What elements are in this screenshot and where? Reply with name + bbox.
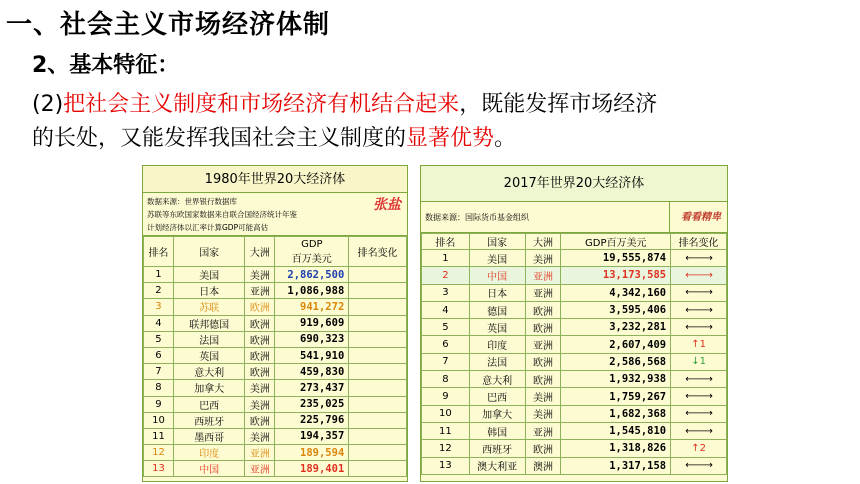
table-row [144, 364, 407, 380]
cell-continent: 亚洲 [245, 461, 275, 477]
col-header-country: 国家 [469, 234, 525, 250]
table-row [144, 331, 407, 347]
cell-rank: 13 [422, 457, 470, 474]
paragraph-highlight-2: 显著优势 [406, 126, 495, 151]
table-row [422, 388, 727, 405]
cell-continent: 美洲 [525, 250, 561, 267]
cell-country: 巴西 [173, 396, 245, 412]
cell-rank: 12 [144, 445, 174, 461]
paragraph-text-1: ，既能发挥市场经济 [459, 92, 658, 117]
cell-rank: 8 [144, 380, 174, 396]
cell-change [349, 364, 407, 380]
author-stamp: 张盐 [373, 197, 401, 213]
table-1980-body [144, 267, 407, 477]
paragraph-prefix: (2) [32, 92, 64, 117]
table-header-row [422, 234, 727, 250]
cell-continent: 亚洲 [245, 283, 275, 299]
cell-rank: 5 [422, 319, 470, 336]
cell-continent: 欧洲 [525, 440, 561, 457]
cell-rank: 11 [422, 422, 470, 439]
table-row [144, 283, 407, 299]
cell-change: ↑2 [671, 440, 727, 457]
cell-country: 联邦德国 [173, 315, 245, 331]
feature-paragraph-line-1 [32, 88, 860, 122]
cell-country: 中国 [173, 461, 245, 477]
table-row [144, 412, 407, 428]
cell-country: 意大利 [173, 364, 245, 380]
cell-change: ⟵⟶ [671, 457, 727, 474]
cell-change: ↑1 [671, 336, 727, 353]
cell-rank: 9 [422, 388, 470, 405]
table-row [422, 353, 727, 370]
cell-rank: 9 [144, 396, 174, 412]
cell-gdp: 273,437 [275, 380, 349, 396]
cell-continent: 亚洲 [525, 267, 561, 284]
table-row [422, 440, 727, 457]
cell-gdp: 2,607,409 [561, 336, 671, 353]
source-line: 计划经济体以汇率计算GDP可能高估 [147, 223, 269, 232]
cell-rank: 10 [144, 412, 174, 428]
cell-country: 美国 [469, 250, 525, 267]
cell-continent: 亚洲 [525, 336, 561, 353]
cell-rank: 10 [422, 405, 470, 422]
col-header-change: 排名变化 [671, 234, 727, 250]
cell-country: 西班牙 [469, 440, 525, 457]
col-header-country: 国家 [173, 237, 245, 267]
cell-change [349, 331, 407, 347]
cell-change [349, 461, 407, 477]
table-row [144, 396, 407, 412]
cell-country: 英国 [469, 319, 525, 336]
source-line: 数据来源：国际货币基金组织 [425, 213, 529, 222]
cell-change: ⟵⟶ [671, 371, 727, 388]
gdp-header-line2: 百万美元 [291, 253, 332, 265]
cell-continent: 欧洲 [245, 331, 275, 347]
cell-continent: 欧洲 [245, 315, 275, 331]
cell-change [349, 267, 407, 283]
cell-change [349, 380, 407, 396]
table-row [422, 267, 727, 284]
cell-country: 印度 [173, 445, 245, 461]
page-title: 一、社会主义市场经济体制 [6, 10, 331, 40]
cell-country: 墨西哥 [173, 428, 245, 444]
cell-country: 英国 [173, 347, 245, 363]
cell-rank: 4 [144, 315, 174, 331]
cell-gdp: 2,862,500 [275, 267, 349, 283]
cell-continent: 美洲 [245, 428, 275, 444]
cell-gdp: 1,682,368 [561, 405, 671, 422]
cell-gdp: 1,932,938 [561, 371, 671, 388]
cell-rank: 2 [144, 283, 174, 299]
table-row [144, 428, 407, 444]
cell-gdp: 1,317,158 [561, 457, 671, 474]
table-row [144, 347, 407, 363]
cell-gdp: 189,594 [275, 445, 349, 461]
cell-continent: 美洲 [245, 380, 275, 396]
cell-continent: 欧洲 [245, 299, 275, 315]
cell-change: ⟵⟶ [671, 250, 727, 267]
cell-gdp: 690,323 [275, 331, 349, 347]
col-header-rank: 排名 [422, 234, 470, 250]
table-row [422, 250, 727, 267]
cell-change: ⟵⟶ [671, 267, 727, 284]
cell-country: 日本 [173, 283, 245, 299]
table-header-row [144, 237, 407, 267]
table-row [422, 301, 727, 318]
cell-gdp: 189,401 [275, 461, 349, 477]
cell-country: 法国 [173, 331, 245, 347]
table-2017-source [421, 202, 727, 233]
gdp-header-line1: GDP [301, 238, 323, 250]
cell-change: ⟵⟶ [671, 319, 727, 336]
cell-gdp: 13,173,585 [561, 267, 671, 284]
cell-country: 加拿大 [469, 405, 525, 422]
cell-country: 美国 [173, 267, 245, 283]
cell-gdp: 1,545,810 [561, 422, 671, 439]
cell-rank: 7 [144, 364, 174, 380]
cell-country: 加拿大 [173, 380, 245, 396]
table-1980-title: 1980年世界20大经济体 [143, 166, 407, 193]
cell-rank: 5 [144, 331, 174, 347]
cell-rank: 1 [144, 267, 174, 283]
cell-continent: 欧洲 [245, 347, 275, 363]
cell-rank: 13 [144, 461, 174, 477]
table-row [144, 461, 407, 477]
feature-paragraph-line-2 [32, 122, 860, 156]
cell-country: 法国 [469, 353, 525, 370]
cell-gdp: 4,342,160 [561, 284, 671, 301]
cell-rank: 6 [144, 347, 174, 363]
col-header-continent: 大洲 [245, 237, 275, 267]
cell-rank: 4 [422, 301, 470, 318]
cell-country: 西班牙 [173, 412, 245, 428]
cell-change [349, 428, 407, 444]
cell-gdp: 459,830 [275, 364, 349, 380]
cell-gdp: 541,910 [275, 347, 349, 363]
cell-continent: 亚洲 [525, 284, 561, 301]
stamp-cell [669, 202, 727, 232]
cell-rank: 1 [422, 250, 470, 267]
cell-country: 澳大利亚 [469, 457, 525, 474]
table-row [422, 422, 727, 439]
cell-rank: 2 [422, 267, 470, 284]
cell-gdp: 235,025 [275, 396, 349, 412]
col-header-continent: 大洲 [525, 234, 561, 250]
table-row [144, 267, 407, 283]
cell-rank: 6 [422, 336, 470, 353]
cell-country: 日本 [469, 284, 525, 301]
cell-gdp: 3,595,406 [561, 301, 671, 318]
cell-country: 印度 [469, 336, 525, 353]
cell-country: 德国 [469, 301, 525, 318]
cell-continent: 亚洲 [525, 422, 561, 439]
cell-gdp: 1,086,988 [275, 283, 349, 299]
cell-country: 巴西 [469, 388, 525, 405]
cell-continent: 欧洲 [525, 301, 561, 318]
table-row [422, 284, 727, 301]
table-2017-body [422, 250, 727, 475]
gdp-table-2017 [420, 165, 728, 482]
gdp-table-1980 [142, 165, 408, 482]
cell-change [349, 283, 407, 299]
cell-rank: 11 [144, 428, 174, 444]
cell-change: ⟵⟶ [671, 284, 727, 301]
source-line: 苏联等东欧国家数据来自联合国经济统计年鉴 [147, 210, 297, 219]
cell-continent: 美洲 [245, 396, 275, 412]
source-line: 数据来源：世界银行数据库 [147, 197, 237, 206]
cell-rank: 3 [144, 299, 174, 315]
table-2017-grid [421, 233, 727, 475]
table-row [422, 457, 727, 474]
cell-change [349, 299, 407, 315]
paragraph-text-2: 的长处，又能发挥我国社会主义制度的 [32, 126, 407, 151]
table-row [144, 315, 407, 331]
table-row [144, 299, 407, 315]
table-row [422, 371, 727, 388]
cell-continent: 亚洲 [245, 445, 275, 461]
col-header-change: 排名变化 [349, 237, 407, 267]
cell-gdp: 941,272 [275, 299, 349, 315]
cell-change [349, 445, 407, 461]
cell-continent: 美洲 [525, 405, 561, 422]
cell-change [349, 412, 407, 428]
cell-change: ⟵⟶ [671, 405, 727, 422]
cell-rank: 3 [422, 284, 470, 301]
cell-continent: 欧洲 [245, 412, 275, 428]
table-row [144, 380, 407, 396]
cell-gdp: 225,796 [275, 412, 349, 428]
table-row [144, 445, 407, 461]
cell-change [349, 396, 407, 412]
cell-gdp: 3,232,281 [561, 319, 671, 336]
paragraph-highlight-1: 把社会主义制度和市场经济有机结合起来 [63, 92, 460, 117]
cell-country: 意大利 [469, 371, 525, 388]
cell-continent: 美洲 [525, 388, 561, 405]
cell-gdp: 1,318,826 [561, 440, 671, 457]
cell-rank: 12 [422, 440, 470, 457]
cell-country: 韩国 [469, 422, 525, 439]
cell-gdp: 2,586,568 [561, 353, 671, 370]
cell-gdp: 194,357 [275, 428, 349, 444]
cell-change: ↓1 [671, 353, 727, 370]
cell-change [349, 347, 407, 363]
cell-continent: 美洲 [245, 267, 275, 283]
table-row [422, 405, 727, 422]
cell-country: 中国 [469, 267, 525, 284]
cell-continent: 澳洲 [525, 457, 561, 474]
table-2017-title: 2017年世界20大经济体 [421, 166, 727, 202]
cell-rank: 7 [422, 353, 470, 370]
cell-gdp: 919,609 [275, 315, 349, 331]
cell-rank: 8 [422, 371, 470, 388]
cell-continent: 欧洲 [525, 353, 561, 370]
cell-change: ⟵⟶ [671, 301, 727, 318]
col-header-gdp [275, 237, 349, 267]
table-row [422, 319, 727, 336]
paragraph-end: 。 [494, 126, 517, 151]
cell-continent: 欧洲 [525, 371, 561, 388]
cell-gdp: 19,555,874 [561, 250, 671, 267]
cell-gdp: 1,759,267 [561, 388, 671, 405]
col-header-gdp: GDP百万美元 [561, 234, 671, 250]
author-stamp: 看看精卑 [681, 212, 721, 223]
table-row [422, 336, 727, 353]
cell-change: ⟵⟶ [671, 422, 727, 439]
cell-continent: 欧洲 [245, 364, 275, 380]
col-header-rank: 排名 [144, 237, 174, 267]
section-subtitle: 2、基本特征： [32, 53, 180, 78]
cell-continent: 欧洲 [525, 319, 561, 336]
table-1980-source [143, 193, 407, 236]
cell-change [349, 315, 407, 331]
cell-change: ⟵⟶ [671, 388, 727, 405]
table-1980-grid [143, 236, 407, 477]
cell-country: 苏联 [173, 299, 245, 315]
